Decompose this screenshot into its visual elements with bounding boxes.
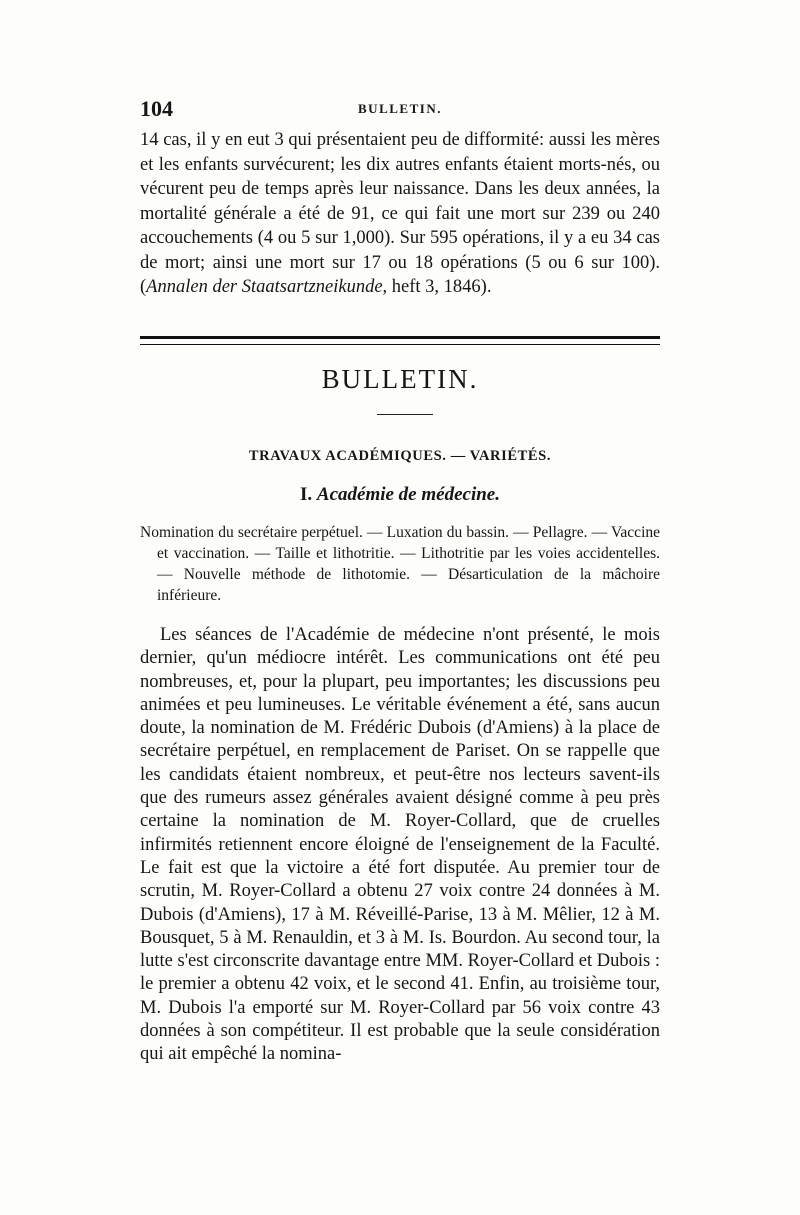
summary-paragraph: Nomination du secrétaire perpétuel. — Luxation du bassin. — Pellagre. — Vaccine et vaccination. — Taille et lithotritie. — Lithotritie par les voies accidentelles. — Nouvelle méthode de lithotomie. — Désarticulation de la mâchoire inférieure. [140, 524, 660, 604]
section-title: BULLETIN. [321, 364, 479, 394]
heading-title: Académie de médecine. [316, 484, 500, 505]
continued-paragraph [140, 128, 660, 300]
continued-text: 14 cas, il y en eut 3 qui présentaient peu de difformité: aussi les mères et les enfants survécurent; les dix autres enfants étaient morts-nés, ou vécurent peu de temps après leur naissance. Dans les deux années, la mortalité générale a été de 91, ce qui fait une mort sur 239 ou 240 accouchements (4 ou 5 sur 1,000). Sur 595 opérations, il y a eu 34 cas de mort; ainsi une mort sur 17 ou 18 opérations (5 ou 6 sur 100). ( [140, 130, 660, 297]
page-number: 104 [140, 96, 173, 121]
article-heading [140, 484, 660, 506]
title-underline [377, 414, 433, 415]
body-paragraph: Les séances de l'Académie de médecine n'ont présenté, le mois dernier, qu'un médiocre intérêt. Les communications ont été peu nombreuses, et, pour la plupart, peu importantes; les discussions peu animées et peu lumineuses. Le véritable événement a été, sans aucun doute, la nomination de M. Frédéric Dubois (d'Amiens) à la place de secrétaire perpétuel, en remplacement de Pariset. On se rappelle que les candidats étaient nombreux, et peut-être nos lecteurs savent-ils que des rumeurs assez générales avaient désigné comme à peu près certaine la nomination de M. Royer-Collard, que de cruelles infirmités retiennent encore éloigné de l'enseignement de la Faculté. Le fait est que la victoire a été fort disputée. Au premier tour de scrutin, M. Royer-Collard a obtenu 27 voix contre 24 données à M. Dubois (d'Amiens), 17 à M. Réveillé-Parise, 13 à M. Mêlier, 12 à M. Bousquet, 5 à M. Renauldin, et 3 à M. Is. Bourdon. Au second tour, la lutte s'est circonscrite davantage entre MM. Royer-Collard et Dubois : le premier a obtenu 42 voix, et le second 41. Enfin, au troisième tour, M. Dubois l'a emporté sur M. Royer-Collard par 56 voix contre 43 données à son compétiteur. Il est probable que la seule considération qui ait empêché la nomina- [140, 625, 660, 1065]
subsection-title: TRAVAUX ACADÉMIQUES. — VARIÉTÉS. [248, 448, 552, 464]
source-citation: Annalen der Staatsartzneikunde [146, 277, 383, 297]
section-divider [140, 336, 660, 345]
citation-details: , heft 3, 1846). [382, 277, 492, 297]
running-head [140, 96, 660, 122]
running-title: BULLETIN. [358, 101, 442, 116]
heading-number: I. [300, 484, 313, 505]
